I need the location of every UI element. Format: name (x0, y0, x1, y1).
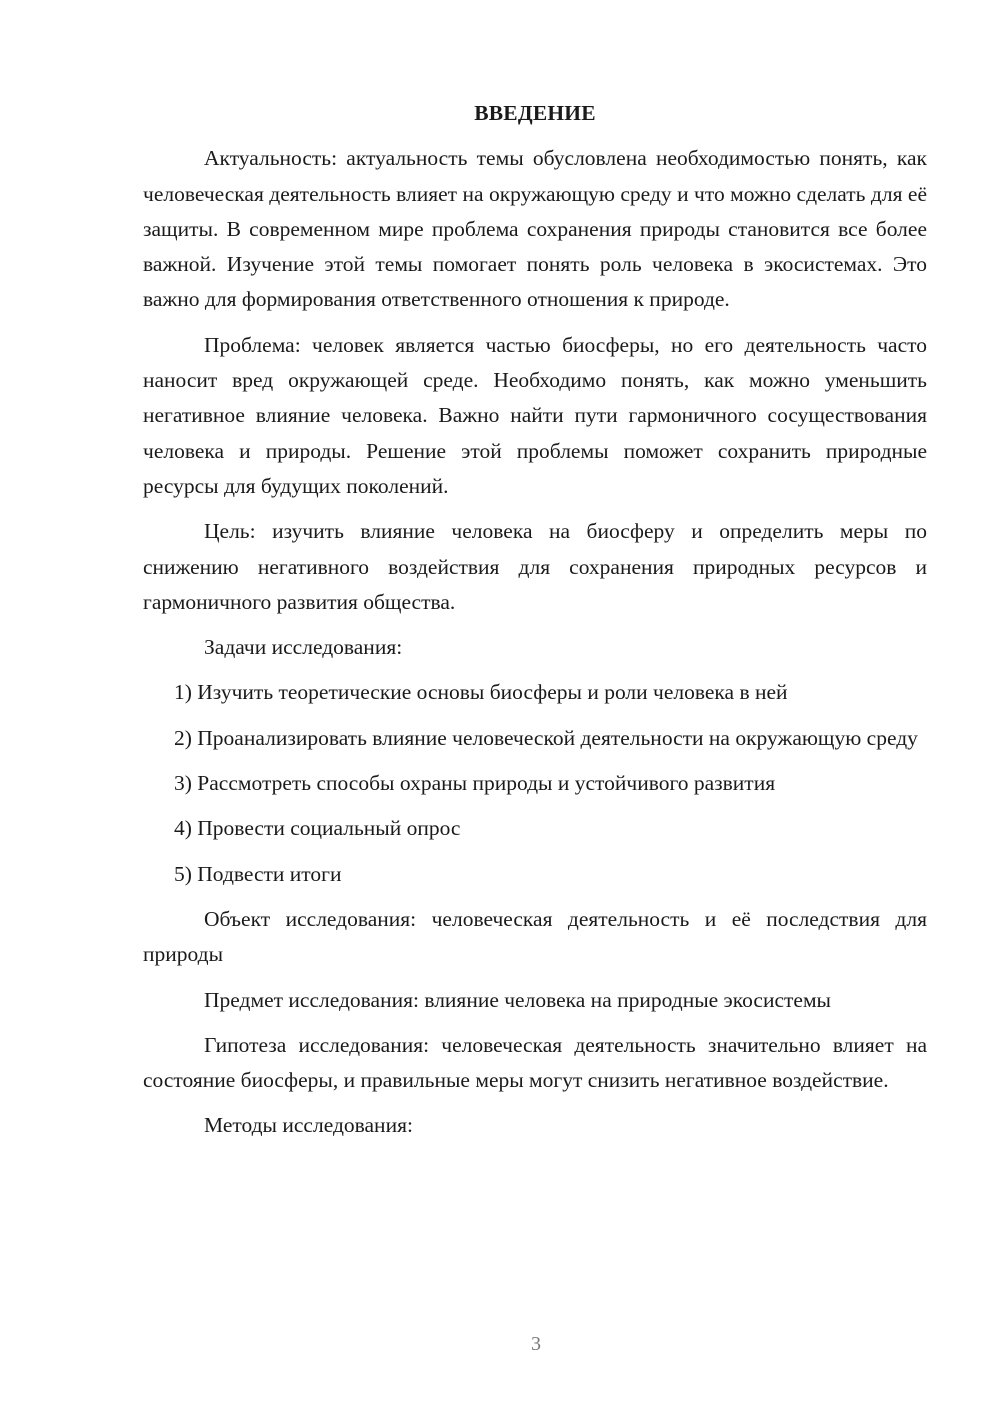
paragraph-relevance: Актуальность: актуальность темы обусловлена необходимостью понять, как человеческая деятельность влияет на окружающую среду и что можно сделать для её защиты. В современном мире проблема сохранения природы становится все более важной. Изучение этой темы помогает понять роль человека в экосистемах. Это важно для формирования ответственного отношения к природе. (143, 146, 927, 312)
task-item-1: 1) Изучить теоретические основы биосферы и роли человека в ней (174, 680, 788, 705)
tasks-heading: Задачи исследования: (204, 635, 403, 660)
paragraph-hypothesis: Гипотеза исследования: человеческая деятельность значительно влияет на состояние биосферы, и правильные меры могут снизить негативное воздействие. (143, 1032, 927, 1093)
task-item-4: 4) Провести социальный опрос (174, 816, 461, 841)
task-item-5: 5) Подвести итоги (174, 861, 342, 886)
paragraph-goal: Цель: изучить влияние человека на биосферу и определить меры по снижению негативного воздействия для сохранения природных ресурсов и гармоничного развития общества. (143, 519, 927, 614)
paragraph-object: Объект исследования: человеческая деятельность и её последствия для природы (143, 906, 927, 967)
page-content (143, 96, 927, 1144)
task-item-3: 3) Рассмотреть способы охраны природы и устойчивого развития (174, 771, 776, 796)
paragraph-methods: Методы исследования: (204, 1113, 413, 1138)
paragraph-subject: Предмет исследования: влияние человека на природные экосистемы (204, 987, 832, 1012)
task-item-2: 2) Проанализировать влияние человеческой деятельности на окружающую среду (174, 725, 918, 750)
section-heading: ВВЕДЕНИЕ (474, 101, 596, 125)
paragraph-problem: Проблема: человек является частью биосферы, но его деятельность часто наносит вред окружающей среде. Необходимо понять, как можно уменьшить негативное влияние человека. Важно найти пути гармоничного сосуществования человека и природы. Решение этой проблемы поможет сохранить природные ресурсы для будущих поколений. (143, 332, 927, 498)
page-number: 3 (531, 1333, 541, 1355)
